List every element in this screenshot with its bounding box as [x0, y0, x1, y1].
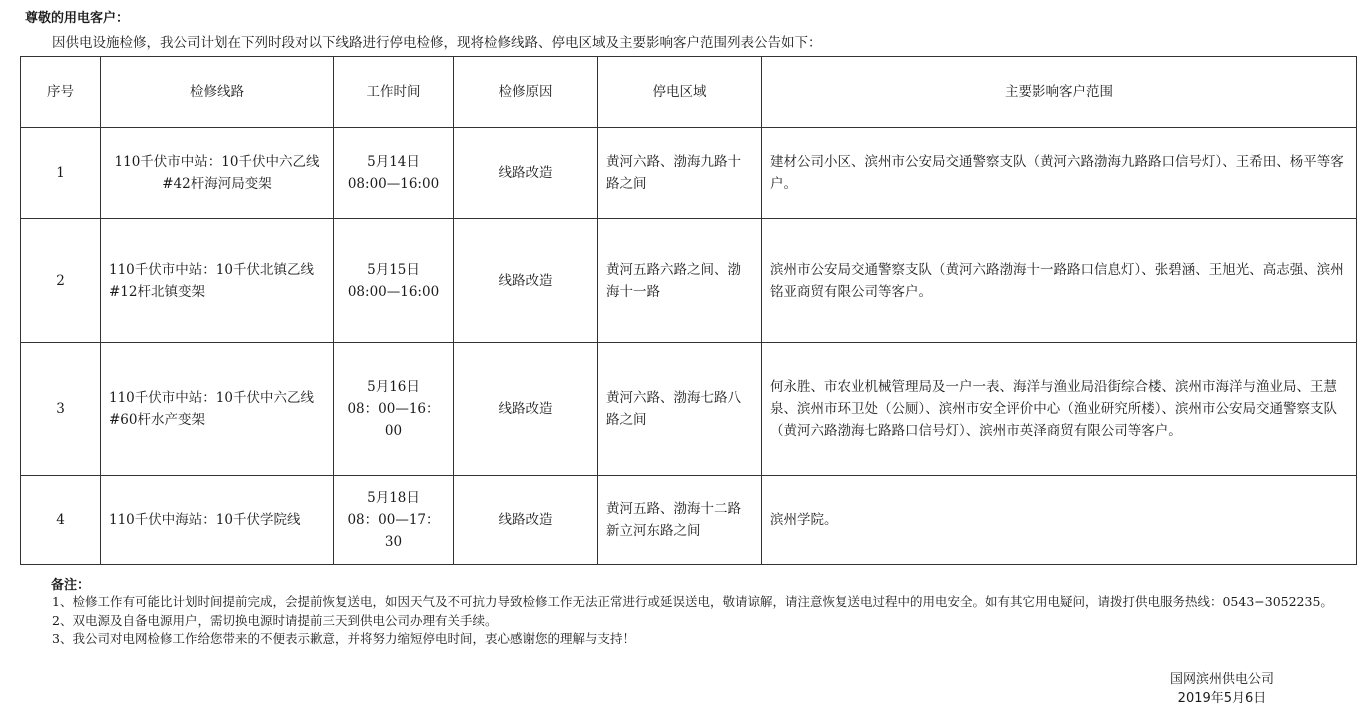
header-reason: 检修原因 — [454, 57, 598, 128]
row-no: 2 — [21, 219, 101, 343]
table-header — [21, 57, 1357, 128]
row-date: 5月16日 — [367, 379, 420, 395]
row-line: 110千伏市中站：10千伏中六乙线#60杆水产变架 — [101, 343, 334, 476]
row-no: 1 — [21, 128, 101, 219]
outage-schedule-table — [20, 56, 1357, 565]
row-line: 110千伏市中站：10千伏北镇乙线#12杆北镇变架 — [101, 219, 334, 343]
signature-company: 国网滨州供电公司 — [1169, 672, 1274, 687]
row-time — [334, 343, 454, 476]
header-row — [21, 57, 1357, 128]
header-no: 序号 — [21, 57, 101, 128]
row-customers: 滨州市公安局交通警察支队（黄河六路渤海十一路路口信息灯）、张碧涵、王旭光、高志强、滨州铭亚商贸有限公司等客户。 — [762, 219, 1357, 343]
notes-list — [20, 593, 1356, 649]
row-hours: 08:00—16:00 — [347, 176, 440, 192]
note-item: 3、我公司对电网检修工作给您带来的不便表示歉意，并将努力缩短停电时间，衷心感谢您的理解与支持！ — [52, 631, 635, 646]
row-date: 5月18日 — [367, 490, 420, 506]
row-area: 黄河五路、渤海十二路新立河东路之间 — [598, 476, 762, 565]
note-item: 2、双电源及自备电源用户，需切换电源时请提前三天到供电公司办理有关手续。 — [52, 612, 498, 628]
header-area: 停电区域 — [598, 57, 762, 128]
row-hours: 08：00—17：30 — [347, 512, 440, 550]
header-time: 工作时间 — [334, 57, 454, 128]
row-customers: 滨州学院。 — [762, 476, 1357, 565]
row-time — [334, 476, 454, 565]
table-row — [21, 343, 1357, 476]
table-row — [21, 476, 1357, 565]
table-row — [21, 219, 1357, 343]
row-time — [334, 219, 454, 343]
row-area: 黄河六路、渤海七路八路之间 — [598, 343, 762, 476]
row-line: 110千伏中海站：10千伏学院线 — [101, 476, 334, 565]
row-time — [334, 128, 454, 219]
greeting: 尊敬的用电客户： — [25, 11, 130, 26]
row-no: 4 — [21, 476, 101, 565]
row-reason: 线路改造 — [454, 128, 598, 219]
row-line: 110千伏市中站：10千伏中六乙线#42杆海河局变架 — [101, 128, 334, 219]
notes-title: 备注： — [51, 578, 91, 593]
row-customers: 建材公司小区、滨州市公安局交通警察支队（黄河六路渤海九路路口信号灯）、王希田、杨平等客户。 — [762, 128, 1357, 219]
row-hours: 08：00—16：00 — [347, 401, 440, 439]
header-customers: 主要影响客户范围 — [762, 57, 1357, 128]
row-no: 3 — [21, 343, 101, 476]
header-line: 检修线路 — [101, 57, 334, 128]
intro-paragraph: 因供电设施检修，我公司计划在下列时段对以下线路进行停电检修，现将检修线路、停电区域及主要影响客户范围列表公告如下： — [52, 35, 822, 51]
signature-date: 2019年5月6日 — [1177, 691, 1267, 706]
table-row — [21, 128, 1357, 219]
row-customers: 何永胜、市农业机械管理局及一户一表、海洋与渔业局沿街综合楼、滨州市海洋与渔业局、王慧泉、滨州市环卫处（公厕）、滨州市安全评价中心（渔业研究所楼）、滨州市公安局交通警察支队（黄河六路渤海七路路口信号灯）、滨州市英泽商贸有限公司等客户。 — [762, 343, 1357, 476]
row-reason: 线路改造 — [454, 343, 598, 476]
row-hours: 08:00—16:00 — [347, 283, 440, 300]
row-date: 5月15日 — [367, 261, 420, 278]
signature — [1170, 670, 1274, 708]
row-area: 黄河六路、渤海九路十路之间 — [598, 128, 762, 219]
row-reason: 线路改造 — [454, 219, 598, 343]
row-date: 5月14日 — [367, 154, 420, 170]
row-area: 黄河五路六路之间、渤海十一路 — [598, 219, 762, 343]
row-reason: 线路改造 — [454, 476, 598, 565]
note-item: 1、检修工作有可能比计划时间提前完成，会提前恢复送电，如因天气及不可抗力导致检修工作无法正常进行或延误送电，敬请谅解，请注意恢复送电过程中的用电安全。如有其它用电疑问，请拨打供电服务热线：0543−3052235。 — [52, 594, 1333, 609]
